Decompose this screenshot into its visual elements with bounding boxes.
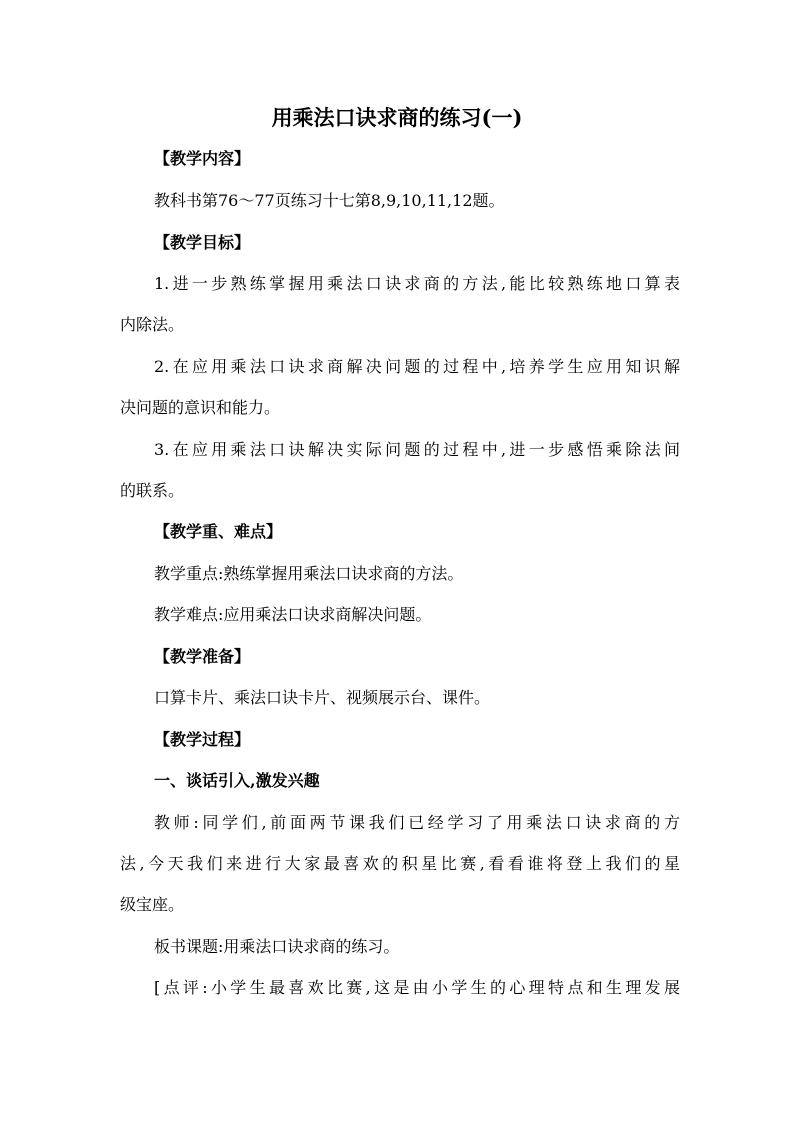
section-heading-content: 【教学内容】	[154, 149, 251, 168]
goal-2-line-2: 决问题的意识和能力。	[120, 398, 281, 417]
comment-line-1: [点评:小学生最喜欢比赛,这是由小学生的心理特点和生理发展	[154, 978, 680, 997]
section-heading-preparation: 【教学准备】	[154, 647, 251, 666]
teacher-speech-line-3: 级宝座。	[120, 895, 185, 914]
teacher-speech-line-1: 教师:同学们,前面两节课我们已经学习了用乘法口诀求商的方	[154, 813, 680, 832]
difficult-point-text: 教学难点:应用乘法口诀求商解决问题。	[154, 605, 432, 624]
goal-1-line-2: 内除法。	[120, 315, 185, 334]
teacher-speech-line-2: 法,今天我们来进行大家最喜欢的积星比赛,看看谁将登上我们的星	[120, 854, 680, 873]
section-heading-process: 【教学过程】	[154, 730, 251, 749]
section-heading-key-points: 【教学重、难点】	[154, 522, 283, 541]
content-text: 教科书第76～77页练习十七第8,9,10,11,12题。	[154, 191, 505, 210]
goal-3-line-2: 的联系。	[120, 481, 185, 500]
preparation-text: 口算卡片、乘法口诀卡片、视频展示台、课件。	[154, 688, 491, 707]
goal-2-line-1: 2.在应用乘法口诀求商解决问题的过程中,培养学生应用知识解	[154, 357, 680, 376]
goal-1-line-1: 1.进一步熟练掌握用乘法口诀求商的方法,能比较熟练地口算表	[154, 274, 680, 293]
board-title-text: 板书课题:用乘法口诀求商的练习。	[154, 937, 400, 956]
step-1-heading: 一、谈话引入,激发兴趣	[154, 771, 320, 790]
goal-3-line-1: 3.在应用乘法口诀解决实际问题的过程中,进一步感悟乘除法间	[154, 440, 680, 459]
document-title: 用乘法口诀求商的练习(一)	[271, 105, 523, 130]
key-point-text: 教学重点:熟练掌握用乘法口诀求商的方法。	[154, 564, 464, 583]
section-heading-goals: 【教学目标】	[154, 233, 251, 252]
